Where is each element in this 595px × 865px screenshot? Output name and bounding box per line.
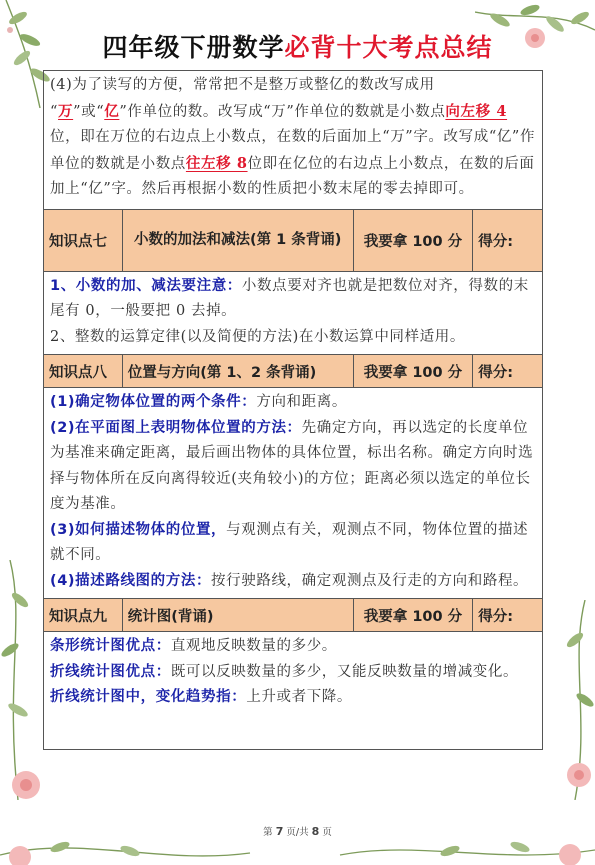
section9-item [50, 634, 536, 660]
page-footer [0, 824, 595, 838]
section8-target: 我要拿 100 分 [353, 355, 473, 387]
section8-item1-body: 方向和距离。 [256, 394, 347, 410]
section8-item1-head: (1)确定物体位置的两个条件： [50, 394, 257, 410]
section8-topic: 位置与方向(第 1、2 条背诵) [122, 355, 353, 387]
content-sheet [43, 70, 543, 750]
section7-label: 知识点七 [49, 233, 107, 250]
title-red: 必背十大考点总结 [284, 33, 493, 62]
intro-text-1: (4)为了读写的方便，常常把不是整万或整亿的数改写成用 [50, 77, 435, 93]
section9-item2-head: 折线统计图优点： [50, 663, 171, 680]
section7-score: 得分: [472, 210, 542, 271]
intro-wan: 万 [58, 102, 74, 120]
section8-item3-head: (3)如何描述物体的位置， [50, 521, 227, 538]
section9-score: 得分: [472, 599, 542, 631]
intro-yi: 亿 [104, 102, 120, 120]
section9-label: 知识点九 [49, 608, 107, 625]
footer-page-number: 7 [275, 825, 284, 838]
section9-item [50, 660, 536, 686]
section8-item2-body: 先确定方向，再以选定的长度单位为基准来确定距离，最后画出物体的具体位置，标出名称。确定方向时选择与物体所在反向离得较近(夹角较小)的方位；距离必须以选定的单位长度为基准。 [50, 419, 534, 512]
intro-text-4: 位即在亿位的右边点上小数点，在数的后面加上“亿”字。然后再根据小数的性质把小数末尾的零去掉即可。 [50, 155, 535, 197]
section8-item [50, 569, 536, 595]
section7-item1 [50, 274, 536, 325]
section9-target: 我要拿 100 分 [353, 599, 473, 631]
intro-huo: 或 [81, 103, 97, 120]
section8-item2-head: (2)在平面图上表明物体位置的方法： [50, 419, 302, 436]
section9-topic: 统计图(背诵) [122, 599, 353, 631]
section7-item1-body: 小数点要对齐也就是把数位对齐，得数的末尾有 0，一般要把 0 去掉。 [50, 277, 529, 319]
section9-item3-body: 上升或者下降。 [246, 689, 353, 705]
section9-item3-head: 折线统计图中，变化趋势指： [50, 689, 247, 705]
section7-topic: 小数的加法和减法(第 1 条背诵) [122, 210, 353, 271]
footer-pre: 第 [263, 827, 273, 838]
section8-item3-body: 与观测点有关，观测点不同，物体位置的描述就不同。 [50, 521, 529, 563]
section7-header [44, 209, 542, 272]
footer-post: 页 [322, 827, 332, 838]
section8-item4-body: 按行驶路线，确定观测点及行走的方向和路程。 [211, 572, 529, 589]
section7-target: 我要拿 100 分 [353, 210, 473, 271]
section9-body [44, 632, 542, 749]
left-vine-decoration [0, 560, 45, 800]
section8-item4-head: (4)描述路线图的方法： [50, 572, 212, 589]
section9-item [50, 685, 536, 711]
bottom-flowers-decoration [0, 815, 595, 865]
intro-text-3: 位，即在万位的右边点上小数点，在数的后面加上“万”字。改写成“亿”作单位的数就是小数点 [50, 129, 536, 172]
section8-header [44, 354, 542, 388]
intro-text-2: 作单位的数。改写成“万”作单位的数就是小数点 [127, 103, 446, 120]
section9-item1-body: 直观地反映数量的多少。 [170, 638, 337, 654]
section8-label: 知识点八 [49, 364, 107, 381]
right-vine-decoration [545, 600, 595, 800]
section7-item1-head: 1、小数的加、减法要注意： [50, 277, 242, 294]
page-title [0, 28, 595, 64]
section8-item [50, 390, 536, 416]
section7-body [44, 272, 542, 355]
intro-move-left-4: 向左移 4 [445, 102, 508, 120]
section8-item [50, 518, 536, 569]
section8-item [50, 416, 536, 518]
section8-score: 得分: [472, 355, 542, 387]
intro-move-left-8: 往左移 8 [185, 154, 248, 172]
title-black: 四年级下册数学 [102, 33, 285, 62]
section8-body [44, 388, 542, 598]
section9-item2-body: 既可以反映数量的多少，又能反映数量的增减变化。 [170, 663, 519, 680]
footer-mid: 页/共 [286, 827, 309, 838]
section7-item2: 2、整数的运算定律(以及简便的方法)在小数运算中同样适用。 [50, 328, 465, 345]
section9-header [44, 598, 542, 632]
section9-item1-head: 条形统计图优点： [50, 638, 171, 654]
intro-paragraph: (4)为了读写的方便，常常把不是整万或整亿的数改写成用 “万”或“亿”作单位的数。改写成“万”作单位的数就是小数点向左移 4位，即在万位的右边点上小数点，在数的后面加上“万”字。改写成“亿”作单位的数就是小数点往左移 8位即在亿位的右边点上小数点，在数的后面加上“亿”字。然后再根据小数的性质把小数末尾的零去掉即可。 [50, 77, 536, 197]
footer-total-pages: 8 [311, 825, 320, 838]
